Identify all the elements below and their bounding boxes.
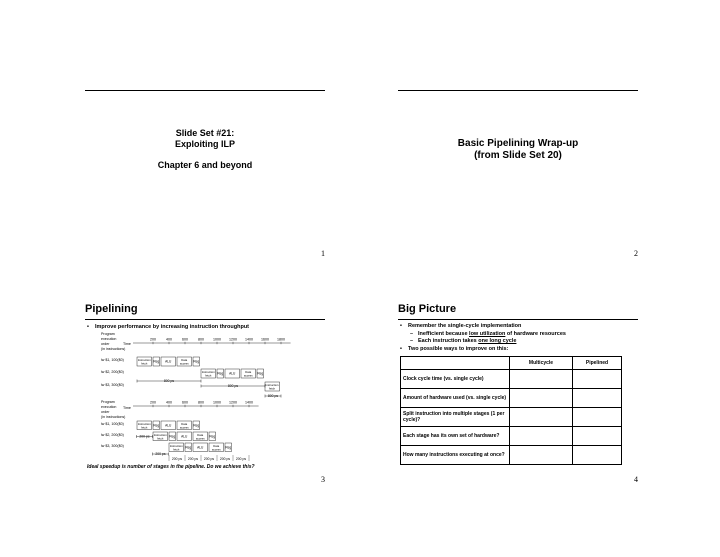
- instruction-label: lw $1, 100($0): [101, 358, 124, 362]
- slide-2: [398, 90, 638, 280]
- tick-label: 1400: [245, 337, 253, 342]
- table-header-cell: Multicycle: [510, 357, 573, 370]
- table-cell: [510, 370, 573, 389]
- stage-label: Instruction: [137, 358, 151, 363]
- time-span-label: 200 ps: [139, 434, 150, 439]
- stage-label: ALU: [197, 445, 204, 450]
- stage-label: fetch: [141, 425, 148, 430]
- stage-label: Reg: [169, 434, 176, 439]
- slide-rule: [85, 319, 325, 320]
- time-label: Time: [123, 406, 131, 410]
- table-cell: [510, 389, 573, 408]
- slide-heading: Big Picture: [398, 303, 457, 315]
- stage-label: Data: [213, 443, 220, 448]
- pipeline-diagram: [85, 331, 325, 471]
- instruction-label: lw $3, 300($0): [101, 444, 124, 448]
- table-row: [401, 427, 622, 446]
- table-row: [401, 389, 622, 408]
- slide-caption: Ideal speedup is number of stages in the pipeline. Do we achieve this?: [87, 464, 255, 470]
- slide-2-title: [398, 138, 638, 162]
- stage-label: Reg: [257, 371, 264, 376]
- slide-number: 4: [634, 475, 638, 484]
- slide-rule-top: [85, 90, 325, 91]
- slide-rule-top: [398, 90, 638, 91]
- slide-heading: Pipelining: [85, 303, 138, 315]
- table-cell: [573, 427, 622, 446]
- tick-label: 600: [182, 337, 188, 342]
- stage-label: Reg: [153, 359, 160, 364]
- stage-label: Instruction: [201, 370, 215, 375]
- table-row: [401, 446, 622, 465]
- stage-time-label: 200 ps: [187, 457, 199, 461]
- table-header-row: [401, 357, 622, 370]
- bullet-text: Two possible ways to improve on this:: [408, 345, 509, 352]
- stage-label: Reg: [209, 434, 216, 439]
- table-cell: Each stage has its own set of hardware?: [401, 427, 510, 446]
- bullet-item: • Improve performance by increasing instruction throughput: [85, 324, 325, 332]
- stage-time-label: 200 ps: [171, 457, 183, 461]
- instruction-label: lw $1, 100($0): [101, 422, 124, 426]
- stage-label: ALU: [165, 423, 172, 428]
- bullet-item: [398, 323, 638, 331]
- stage-label: fetch: [173, 447, 180, 452]
- table-header-cell: Pipelined: [573, 357, 622, 370]
- stage-label: Reg: [225, 445, 232, 450]
- tick-label: 800: [198, 400, 204, 405]
- order-label: execution: [101, 405, 117, 409]
- time-span-label: 200 ps: [155, 452, 166, 457]
- bullet-text: Remember the single-cycle implementation: [408, 323, 522, 329]
- table-row: [401, 370, 622, 389]
- title-line: Exploiting ILP: [175, 139, 235, 149]
- table-cell: Split instruction into multiple stages (1 per cycle)?: [401, 408, 510, 427]
- tick-label: 200: [150, 400, 156, 405]
- stage-time-label: 200 ps: [219, 457, 231, 461]
- bullet-item: [398, 346, 638, 354]
- tick-label: 1000: [213, 400, 221, 405]
- title-line: (from Slide Set 20): [474, 150, 562, 161]
- stage-label: ALU: [229, 371, 236, 376]
- order-label: (in instructions): [101, 415, 126, 419]
- stage-label: access: [179, 361, 189, 366]
- time-span-label: 800 ps: [163, 379, 175, 384]
- table-cell: [510, 408, 573, 427]
- table-cell: [510, 427, 573, 446]
- time-span-label: 800 ps: [267, 394, 279, 399]
- table-cell: [573, 370, 622, 389]
- tick-label: 1600: [261, 337, 269, 342]
- stage-label: Reg: [153, 423, 160, 428]
- slide-1-title: [85, 128, 325, 171]
- stage-label: Instruction: [169, 443, 183, 448]
- stage-time-label: 200 ps: [235, 457, 247, 461]
- emphasis-text: low utilization: [469, 330, 506, 337]
- instruction-label: lw $2, 200($0): [101, 370, 124, 374]
- table-cell: [573, 446, 622, 465]
- bullet-text: Each instruction takes: [418, 338, 479, 344]
- order-label: order: [101, 342, 110, 346]
- order-label: Program: [101, 400, 115, 404]
- bullet-item: [398, 338, 638, 346]
- order-label: execution: [101, 337, 117, 341]
- stage-label: access: [179, 425, 189, 430]
- stage-label: fetch: [268, 386, 276, 391]
- bullet-item: [398, 331, 638, 339]
- emphasis-text: one long cycle: [478, 338, 517, 344]
- stage-label: Instruction: [265, 383, 279, 387]
- stage-label: fetch: [141, 361, 148, 366]
- table-cell: [510, 446, 573, 465]
- instruction-label: lw $3, 300($0): [101, 383, 124, 387]
- stage-label: Reg: [193, 423, 200, 428]
- stage-label: Data: [181, 421, 188, 426]
- table-cell: [573, 408, 622, 427]
- stage-label: fetch: [157, 436, 164, 441]
- stage-label: access: [195, 436, 205, 441]
- stage-time-label: 200 ps: [203, 457, 215, 461]
- slide-number: 3: [321, 475, 325, 484]
- tick-label: 1800: [277, 337, 285, 342]
- bullet-text: Inefficient because: [418, 330, 470, 337]
- bullet-list: [398, 323, 638, 353]
- time-span-label: 800 ps: [227, 384, 239, 389]
- table-cell: How many instructions executing at once?: [401, 446, 510, 465]
- stage-label: Reg: [193, 359, 200, 364]
- time-label: Time: [123, 342, 131, 346]
- tick-label: 1400: [245, 400, 253, 405]
- stage-label: access: [211, 447, 221, 452]
- title-line: Basic Pipelining Wrap-up: [457, 138, 579, 149]
- tick-label: 400: [166, 337, 172, 342]
- slide-3: [85, 300, 325, 490]
- tick-label: 1200: [229, 400, 237, 405]
- stage-label: Data: [181, 358, 188, 363]
- stage-label: Instruction: [137, 421, 151, 426]
- tick-label: 1000: [213, 337, 221, 342]
- stage-label: access: [243, 373, 253, 378]
- stage-label: fetch: [205, 373, 212, 378]
- table-cell: Clock cycle time (vs. single cycle): [401, 370, 510, 389]
- tick-label: 1200: [229, 337, 237, 342]
- slide-rule: [398, 319, 638, 320]
- stage-label: Instruction: [153, 432, 167, 437]
- table-cell: [573, 389, 622, 408]
- slide-number: 2: [634, 249, 638, 258]
- table-cell: Amount of hardware used (vs. single cycle): [401, 389, 510, 408]
- title-line: Chapter 6 and beyond: [157, 160, 253, 170]
- stage-label: Reg: [185, 445, 192, 450]
- tick-label: 400: [166, 400, 172, 405]
- slide-4: [398, 300, 638, 490]
- tick-label: 600: [182, 400, 188, 405]
- comparison-table: [400, 356, 622, 465]
- order-label: Program: [101, 332, 115, 336]
- order-label: (in instructions): [101, 347, 126, 351]
- table-row: [401, 408, 622, 427]
- stage-label: Data: [197, 432, 204, 437]
- stage-label: Data: [245, 370, 252, 375]
- slide-number: 1: [321, 249, 325, 258]
- instruction-label: lw $2, 200($0): [101, 433, 124, 437]
- stage-label: Reg: [217, 371, 224, 376]
- title-line: Slide Set #21:: [175, 128, 235, 138]
- tick-label: 800: [198, 337, 204, 342]
- title-line: [85, 150, 325, 160]
- bullet-text: of hardware resources: [505, 330, 566, 337]
- tick-label: 200: [150, 337, 156, 342]
- slide-1: [85, 90, 325, 280]
- stage-label: ALU: [181, 434, 188, 439]
- order-label: order: [101, 410, 110, 414]
- stage-label: ALU: [165, 359, 172, 364]
- table-header-cell: [401, 357, 510, 370]
